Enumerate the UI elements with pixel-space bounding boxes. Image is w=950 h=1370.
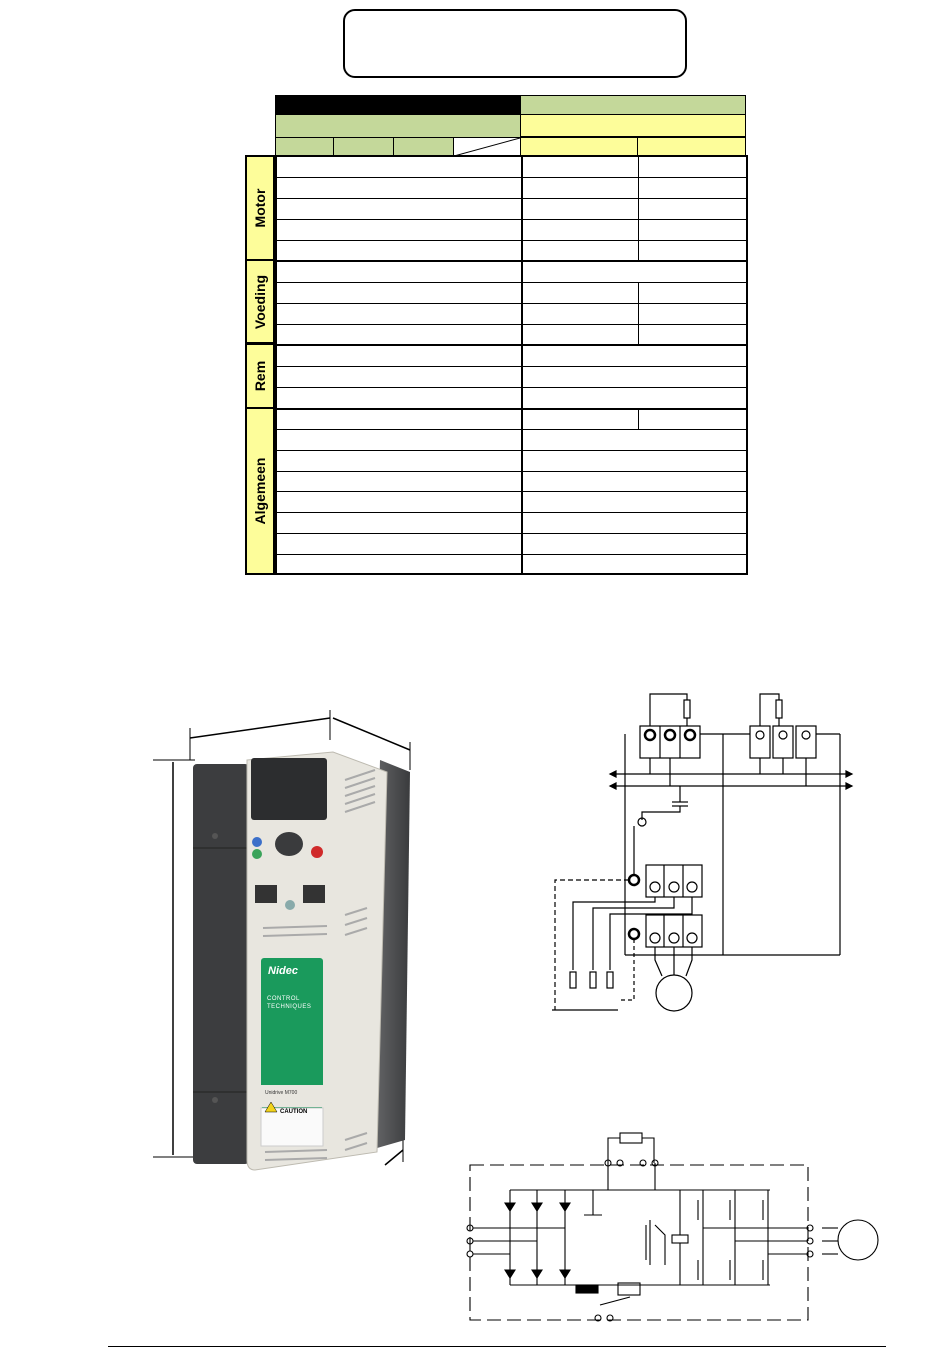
brand-logo: Nidec: [268, 965, 298, 977]
section-label-rem: Rem: [245, 343, 275, 409]
header-cell: [393, 137, 454, 156]
header-diagonal-cell: [453, 137, 521, 156]
header-green-bar: [520, 95, 746, 115]
subheader-green: [275, 115, 520, 137]
spec-table: [245, 95, 748, 575]
model-label: Unidrive M700: [265, 1090, 298, 1096]
caution-label: CAUTION: [280, 1109, 308, 1115]
power-schematic: [460, 1125, 890, 1330]
title-box: [343, 9, 687, 78]
header-cell: [637, 137, 746, 156]
footer-rule: [108, 1346, 886, 1347]
drive-image: [105, 700, 425, 1200]
spec-grid: [275, 155, 748, 575]
wiring-diagram: [540, 690, 870, 1020]
section-label-voeding: Voeding: [245, 259, 275, 344]
brand-text-line2: TECHNIQUES: [267, 1004, 312, 1010]
brand-text-line1: CONTROL: [267, 996, 300, 1002]
header-cell: [333, 137, 394, 156]
section-label-algemeen: Algemeen: [245, 407, 275, 575]
header-black-bar: [275, 95, 520, 115]
subheader-yellow: [520, 115, 746, 137]
header-cell: [275, 137, 334, 156]
header-cell: [520, 137, 638, 156]
section-label-motor: Motor: [245, 155, 275, 261]
